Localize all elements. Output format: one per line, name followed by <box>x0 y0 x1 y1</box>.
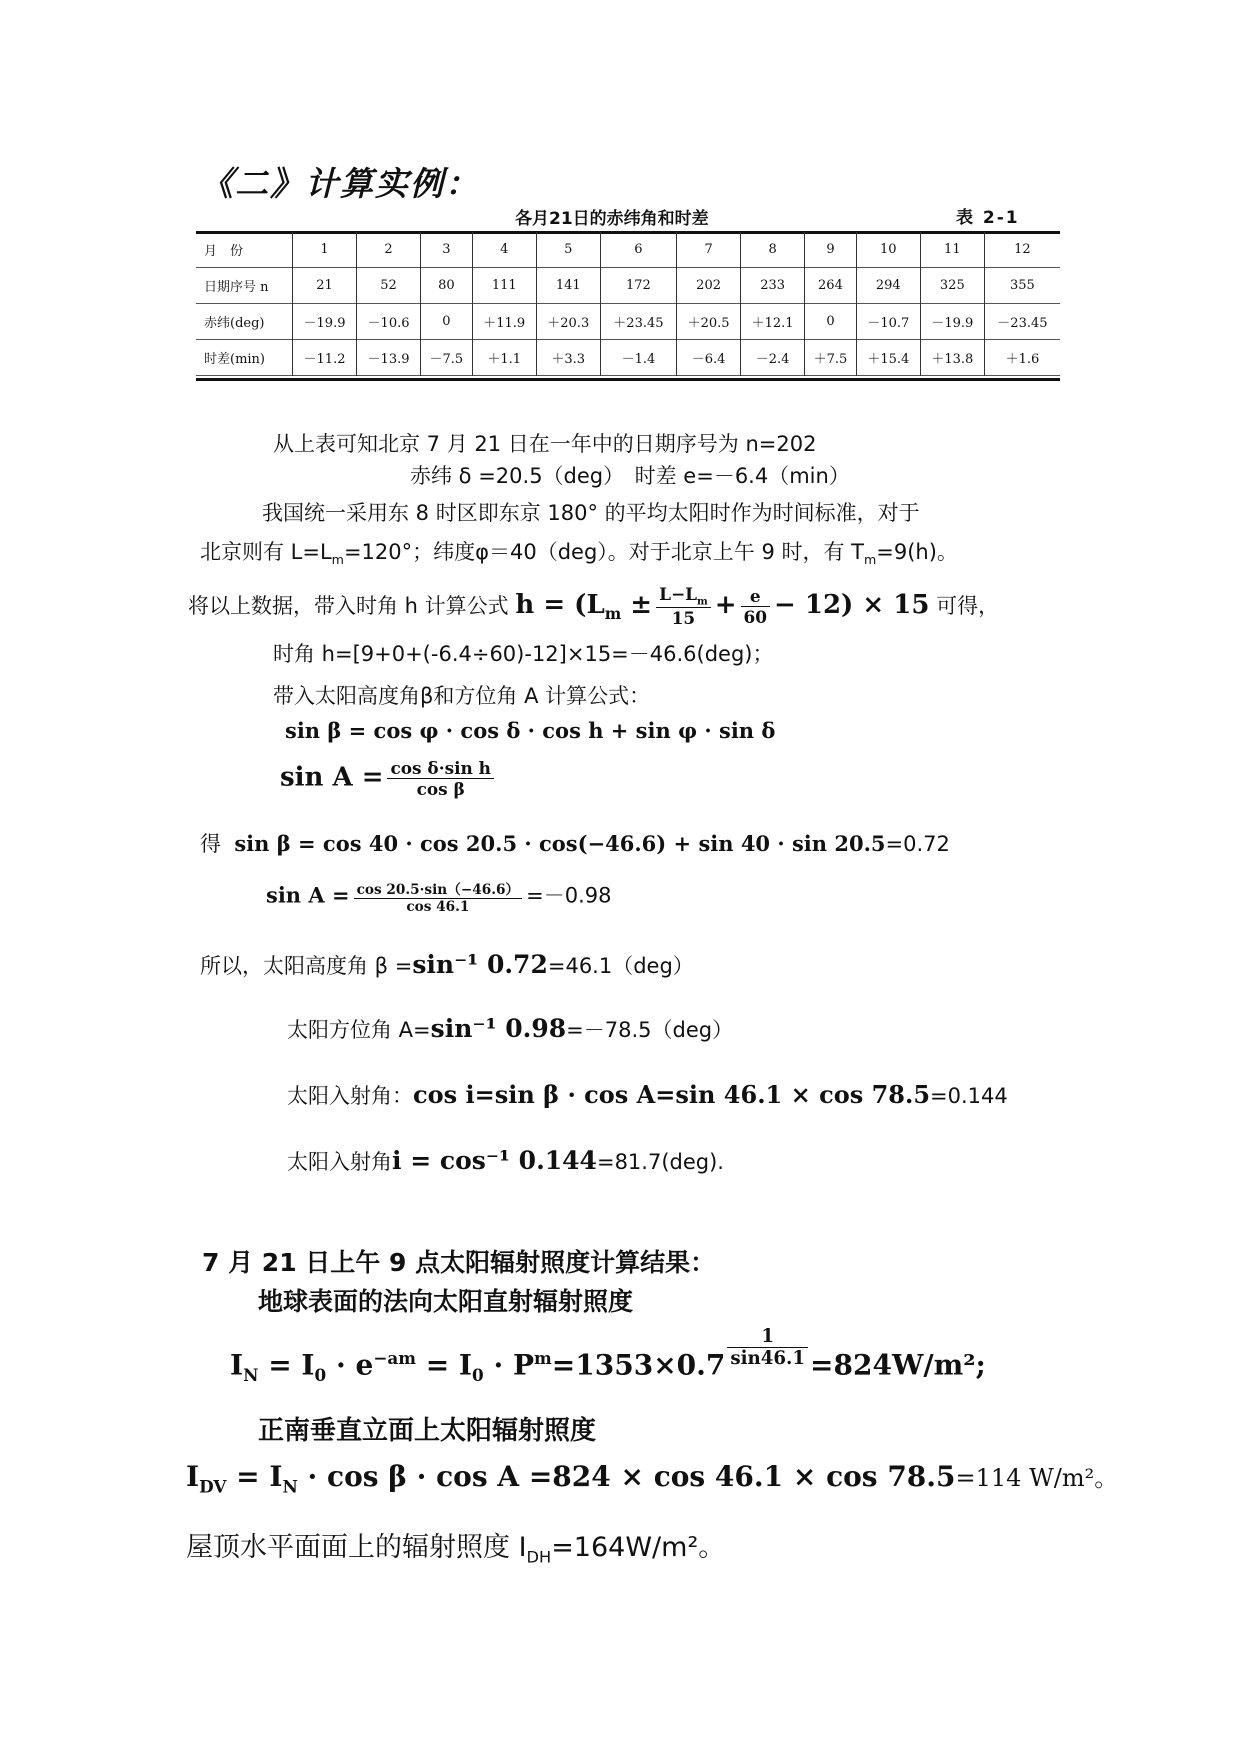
table-row <box>196 268 1060 304</box>
table-label: 表 2-1 <box>956 208 1020 228</box>
paragraph-10: 得 sin β = cos 40 · cos 20.5 · cos(−46.6) + sin 40 · sin 20.5=0.72 <box>200 831 950 856</box>
paragraph-1: 从上表可知北京 7 月 21 日在一年中的日期序号为 n=202 <box>273 432 817 456</box>
table-cell: 294 <box>856 268 920 304</box>
row-header: 时差(min) <box>204 352 266 367</box>
table-row <box>196 304 1060 340</box>
hour-angle-formula: $h = (L_m$ ± $\frac{L-L_m}{15}$ + $\frac{e}{60}$ − 12) × 15 <box>515 584 930 629</box>
table-cell: －2.4 <box>741 340 805 376</box>
paragraph-5: 将以上数据，带入时角 h 计算公式 $h = (L_m$ ± $\frac{L-L_m}{15}$ + $\frac{e}{60}$ − 12) × 15 可得， <box>188 584 1000 629</box>
paragraph-15: 太阳入射角i = cos⁻¹ 0.144=81.7(deg). <box>287 1146 724 1175</box>
formula-sin-a: sin A = $\frac{\text{cos δ·sin h}}{\text{cos β}}$ <box>280 758 498 799</box>
results-heading: 7 月 21 日上午 9 点太阳辐射照度计算结果： <box>202 1248 716 1277</box>
table-cell: 3 <box>421 232 473 268</box>
table-cell: 12 <box>984 232 1060 268</box>
table-cell: 172 <box>600 268 676 304</box>
formula-in: $I_N = I_0 \cdot e^{-am} = I_0 \cdot P^m=1353\times 0.7$ $\frac{1}{\sin 46.1}$ =824W/m²; <box>230 1326 986 1385</box>
paragraph-13: 太阳方位角 A=sin⁻¹ 0.98=－78.5（deg） <box>287 1014 734 1043</box>
table-cell: 21 <box>293 268 357 304</box>
table-cell: －13.9 <box>357 340 421 376</box>
table-cell: ＋3.3 <box>536 340 600 376</box>
table-title: 各月21日的赤纬角和时差 <box>515 209 709 229</box>
table-cell: ＋20.5 <box>677 304 741 340</box>
table-cell: －10.6 <box>357 304 421 340</box>
paragraph-21: 屋顶水平面面上的辐射照度 $I_{DH}=164W/m^2$。 <box>186 1532 726 1567</box>
table-cell: 355 <box>984 268 1060 304</box>
table-cell: 325 <box>920 268 984 304</box>
table-cell: 1 <box>293 232 357 268</box>
paragraph-7: 带入太阳高度角β和方位角 A 计算公式： <box>273 684 651 708</box>
table-cell: 2 <box>357 232 421 268</box>
table-cell: 52 <box>357 268 421 304</box>
table-cell: －23.45 <box>984 304 1060 340</box>
table-cell: 5 <box>536 232 600 268</box>
table-cell: －11.2 <box>293 340 357 376</box>
section-heading: 《二》计算实例： <box>200 164 480 203</box>
table-cell: ＋15.4 <box>856 340 920 376</box>
table-cell: 9 <box>805 232 857 268</box>
declination-table <box>196 232 1060 376</box>
table-cell: 0 <box>421 304 473 340</box>
table-cell: ＋11.9 <box>472 304 536 340</box>
paragraph-6: 时角 h=[9+0+(-6.4÷60)-12]×15=－46.6(deg)； <box>273 642 774 666</box>
table-cell: －6.4 <box>677 340 741 376</box>
paragraph-3: 我国统一采用东 8 时区即东京 180° 的平均太阳时作为时间标准，对于 <box>262 501 920 525</box>
table-cell: 11 <box>920 232 984 268</box>
table-cell: －19.9 <box>920 304 984 340</box>
table-cell: 80 <box>421 268 473 304</box>
paragraph-11: sin A = $\frac{\cos 20.5\cdot\sin(-46.6)}{\cos 46.1}$ =－0.98 <box>266 878 611 915</box>
paragraph-14: 太阳入射角：cos i=sin β · cos A=sin 46.1 × cos 78.5=0.144 <box>287 1080 1008 1109</box>
table-row <box>196 232 1060 268</box>
table-cell: ＋1.1 <box>472 340 536 376</box>
table-cell: 264 <box>805 268 857 304</box>
table-cell: 7 <box>677 232 741 268</box>
formula-sin-beta: sin β = cos φ · cos δ · cos h + sin φ · sin δ <box>285 718 776 743</box>
table-cell: 141 <box>536 268 600 304</box>
row-header: 月 份 <box>204 244 244 259</box>
table-cell: 202 <box>677 268 741 304</box>
paragraph-17: 地球表面的法向太阳直射辐射照度 <box>258 1287 634 1316</box>
table-cell: 10 <box>856 232 920 268</box>
table-cell: －7.5 <box>421 340 473 376</box>
paragraph-12: 所以，太阳高度角 β =sin⁻¹ 0.72=46.1（deg） <box>200 950 694 979</box>
table-cell: －10.7 <box>856 304 920 340</box>
table-cell: －19.9 <box>293 304 357 340</box>
table-cell: 0 <box>805 304 857 340</box>
paragraph-2: 赤纬 δ =20.5（deg） 时差 e=－6.4（min） <box>410 464 850 488</box>
table-row <box>196 340 1060 376</box>
table-cell: 111 <box>472 268 536 304</box>
paragraph-19: 正南垂直立面上太阳辐射照度 <box>258 1416 597 1446</box>
table-cell: ＋7.5 <box>805 340 857 376</box>
table-bottom-rule <box>196 378 1060 381</box>
table-cell: ＋20.3 <box>536 304 600 340</box>
table-cell: ＋12.1 <box>741 304 805 340</box>
formula-idv: $I_{DV} = I_N \cdot \cos \beta \cdot \cos A =824 \times \cos 46.1 \times \cos 78.5=114$ W/m²。 <box>186 1460 1119 1497</box>
row-header: 赤纬(deg) <box>204 316 265 331</box>
table-cell: 6 <box>600 232 676 268</box>
table-cell: ＋1.6 <box>984 340 1060 376</box>
table-cell: ＋23.45 <box>600 304 676 340</box>
table-cell: －1.4 <box>600 340 676 376</box>
table-cell: 4 <box>472 232 536 268</box>
table-cell: 233 <box>741 268 805 304</box>
paragraph-4: 北京则有 $L=L_m=120^\circ$；纬度φ＝40（deg）。对于北京上午 9 时，有 $T_m=9(h)$。 <box>200 540 958 568</box>
row-header: 日期序号 n <box>204 280 269 295</box>
table-cell: ＋13.8 <box>920 340 984 376</box>
table-cell: 8 <box>741 232 805 268</box>
